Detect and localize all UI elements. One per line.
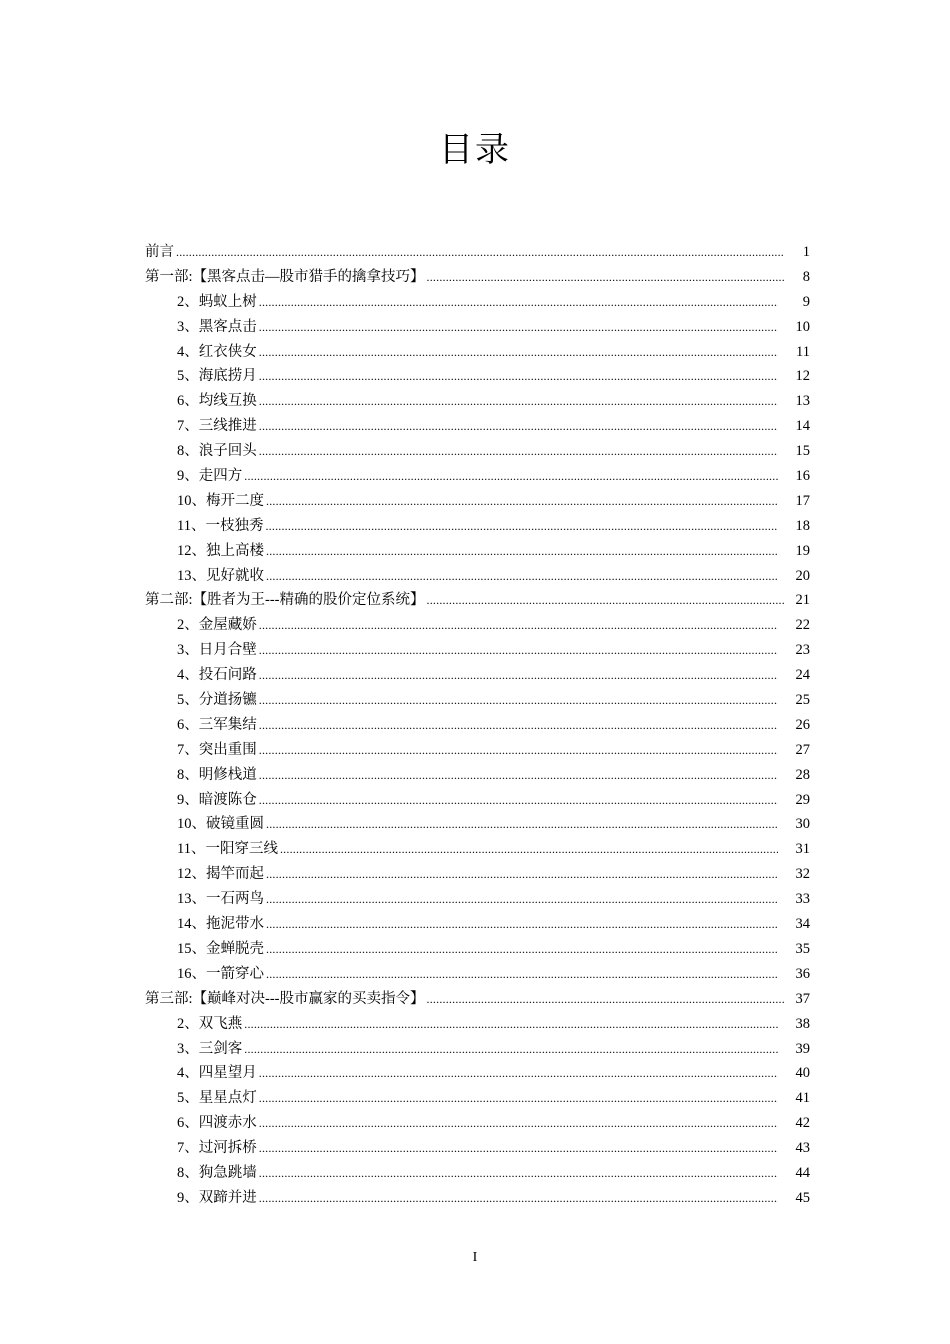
table-of-contents bbox=[145, 240, 810, 1211]
toc-entry-chapter[interactable] bbox=[145, 937, 810, 962]
toc-entry-page-number: 45 bbox=[795, 1189, 810, 1206]
toc-entry-chapter[interactable] bbox=[145, 1061, 810, 1086]
toc-entry-chapter[interactable] bbox=[145, 887, 810, 912]
toc-entry-chapter[interactable] bbox=[145, 1037, 810, 1062]
toc-entry-label: 第三部:【巅峰对决---股市赢家的买卖指令】 bbox=[145, 990, 425, 1007]
toc-entry-label: 11、一枝独秀 bbox=[177, 517, 264, 534]
toc-entry-chapter[interactable] bbox=[145, 564, 810, 589]
toc-entry-chapter[interactable] bbox=[145, 315, 810, 340]
toc-dot-leader bbox=[176, 240, 784, 265]
toc-entry-page-number: 21 bbox=[795, 592, 810, 609]
toc-entry-label: 12、独上高楼 bbox=[177, 542, 264, 559]
toc-entry-chapter[interactable] bbox=[145, 837, 810, 862]
toc-entry-chapter[interactable] bbox=[145, 763, 810, 788]
toc-entry-page-number: 33 bbox=[795, 891, 810, 908]
toc-entry-label: 2、蚂蚁上树 bbox=[177, 293, 257, 310]
toc-entry-page-number: 30 bbox=[795, 816, 810, 833]
toc-dot-leader bbox=[259, 1061, 778, 1086]
toc-dot-leader bbox=[259, 613, 778, 638]
toc-entry-label: 4、红衣侠女 bbox=[177, 343, 257, 360]
toc-entry-chapter[interactable] bbox=[145, 539, 810, 564]
toc-entry-chapter[interactable] bbox=[145, 1161, 810, 1186]
toc-entry-page-number: 26 bbox=[795, 716, 810, 733]
toc-dot-leader bbox=[244, 464, 778, 489]
toc-entry-label: 9、走四方 bbox=[177, 468, 243, 485]
toc-dot-leader bbox=[259, 638, 778, 663]
toc-entry-label: 10、破镜重圆 bbox=[177, 816, 264, 833]
toc-entry-label: 14、拖泥带水 bbox=[177, 916, 264, 933]
toc-entry-label: 2、双飞燕 bbox=[177, 1015, 243, 1032]
toc-entry-chapter[interactable] bbox=[145, 439, 810, 464]
toc-entry-page-number: 19 bbox=[795, 542, 810, 559]
toc-entry-label: 11、一阳穿三线 bbox=[177, 841, 278, 858]
toc-entry-page-number: 39 bbox=[795, 1040, 810, 1057]
toc-entry-page-number: 8 bbox=[802, 268, 810, 285]
toc-dot-leader bbox=[266, 539, 778, 564]
toc-entry-page-number: 42 bbox=[795, 1115, 810, 1132]
toc-entry-label: 6、均线互换 bbox=[177, 393, 257, 410]
toc-entry-label: 15、金蝉脱壳 bbox=[177, 940, 264, 957]
toc-entry-page-number: 27 bbox=[795, 741, 810, 758]
toc-entry-label: 9、双蹄并进 bbox=[177, 1189, 257, 1206]
toc-entry-page-number: 1 bbox=[802, 244, 810, 260]
toc-entry-part[interactable] bbox=[145, 588, 810, 613]
toc-entry-page-number: 22 bbox=[795, 617, 810, 634]
toc-dot-leader bbox=[259, 1111, 778, 1136]
toc-entry-label: 8、明修栈道 bbox=[177, 766, 257, 783]
toc-entry-chapter[interactable] bbox=[145, 489, 810, 514]
toc-entry-chapter[interactable] bbox=[145, 812, 810, 837]
toc-dot-leader bbox=[266, 937, 778, 962]
toc-entry-label: 3、黑客点击 bbox=[177, 318, 257, 335]
toc-entry-label: 8、浪子回头 bbox=[177, 443, 257, 460]
toc-dot-leader bbox=[259, 788, 778, 813]
toc-dot-leader bbox=[427, 265, 784, 290]
toc-entry-chapter[interactable] bbox=[145, 788, 810, 813]
toc-entry-chapter[interactable] bbox=[145, 364, 810, 389]
toc-entry-label: 7、三线推进 bbox=[177, 418, 257, 435]
toc-dot-leader bbox=[259, 688, 778, 713]
toc-dot-leader bbox=[259, 663, 778, 688]
toc-entry-page-number: 43 bbox=[795, 1140, 810, 1157]
toc-entry-label: 7、过河拆桥 bbox=[177, 1140, 257, 1157]
toc-dot-leader bbox=[244, 1037, 778, 1062]
toc-entry-page-number: 35 bbox=[795, 940, 810, 957]
toc-entry-label: 6、四渡赤水 bbox=[177, 1115, 257, 1132]
toc-entry-label: 第二部:【胜者为王---精确的股价定位系统】 bbox=[145, 592, 425, 609]
toc-entry-chapter[interactable] bbox=[145, 912, 810, 937]
toc-dot-leader bbox=[259, 315, 778, 340]
toc-entry-label: 10、梅开二度 bbox=[177, 492, 264, 509]
toc-entry-page-number: 14 bbox=[795, 418, 810, 435]
toc-entry-label: 第一部:【黑客点击—股市猎手的擒拿技巧】 bbox=[145, 268, 425, 285]
toc-dot-leader bbox=[259, 364, 778, 389]
toc-entry-chapter[interactable] bbox=[145, 1111, 810, 1136]
toc-entry-chapter[interactable] bbox=[145, 962, 810, 987]
toc-entry-label: 3、日月合壁 bbox=[177, 642, 257, 659]
toc-dot-leader bbox=[259, 1161, 778, 1186]
toc-entry-chapter[interactable] bbox=[145, 290, 810, 315]
toc-entry-label: 16、一箭穿心 bbox=[177, 965, 264, 982]
toc-entry-label: 5、海底捞月 bbox=[177, 368, 257, 385]
toc-dot-leader bbox=[259, 713, 778, 738]
toc-entry-chapter[interactable] bbox=[145, 688, 810, 713]
toc-entry-label: 13、一石两鸟 bbox=[177, 891, 264, 908]
toc-entry-chapter[interactable] bbox=[145, 663, 810, 688]
toc-entry-part[interactable] bbox=[145, 240, 810, 265]
toc-entry-page-number: 11 bbox=[796, 343, 810, 360]
toc-entry-page-number: 23 bbox=[795, 642, 810, 659]
toc-dot-leader bbox=[280, 837, 778, 862]
toc-entry-page-number: 38 bbox=[795, 1015, 810, 1032]
toc-entry-part[interactable] bbox=[145, 987, 810, 1012]
toc-dot-leader bbox=[259, 414, 778, 439]
toc-dot-leader bbox=[266, 862, 778, 887]
toc-entry-chapter[interactable] bbox=[145, 1012, 810, 1037]
toc-entry-page-number: 17 bbox=[795, 492, 810, 509]
toc-entry-label: 4、投石问路 bbox=[177, 667, 257, 684]
toc-entry-page-number: 20 bbox=[795, 567, 810, 584]
toc-entry-label: 4、四星望月 bbox=[177, 1065, 257, 1082]
toc-dot-leader bbox=[259, 340, 778, 365]
toc-entry-label: 7、突出重围 bbox=[177, 741, 257, 758]
page-title: 目录 bbox=[439, 130, 511, 170]
toc-entry-page-number: 18 bbox=[795, 517, 810, 534]
toc-entry-label: 5、分道扬镳 bbox=[177, 692, 257, 709]
toc-dot-leader bbox=[259, 738, 778, 763]
toc-entry-chapter[interactable] bbox=[145, 340, 810, 365]
toc-dot-leader bbox=[259, 1186, 778, 1211]
toc-entry-chapter[interactable] bbox=[145, 1186, 810, 1211]
toc-dot-leader bbox=[244, 1012, 778, 1037]
toc-entry-page-number: 29 bbox=[795, 791, 810, 808]
toc-entry-page-number: 9 bbox=[802, 293, 810, 310]
toc-dot-leader bbox=[266, 812, 778, 837]
toc-entry-label: 8、狗急跳墙 bbox=[177, 1164, 257, 1181]
toc-entry-page-number: 24 bbox=[795, 667, 810, 684]
toc-dot-leader bbox=[266, 912, 778, 937]
toc-entry-page-number: 40 bbox=[795, 1065, 810, 1082]
toc-dot-leader bbox=[266, 962, 778, 987]
toc-dot-leader bbox=[259, 1086, 778, 1111]
toc-entry-chapter[interactable] bbox=[145, 713, 810, 738]
toc-entry-page-number: 16 bbox=[795, 468, 810, 485]
toc-entry-chapter[interactable] bbox=[145, 414, 810, 439]
toc-entry-page-number: 36 bbox=[795, 965, 810, 982]
toc-entry-chapter[interactable] bbox=[145, 464, 810, 489]
toc-dot-leader bbox=[259, 389, 778, 414]
toc-entry-page-number: 13 bbox=[795, 393, 810, 410]
toc-entry-chapter[interactable] bbox=[145, 389, 810, 414]
toc-dot-leader bbox=[427, 987, 784, 1012]
toc-entry-page-number: 41 bbox=[795, 1090, 810, 1107]
page-number: I bbox=[472, 1250, 478, 1265]
toc-entry-chapter[interactable] bbox=[145, 514, 810, 539]
toc-dot-leader bbox=[427, 588, 784, 613]
toc-entry-page-number: 10 bbox=[795, 318, 810, 335]
toc-entry-chapter[interactable] bbox=[145, 738, 810, 763]
toc-entry-chapter[interactable] bbox=[145, 1136, 810, 1161]
toc-entry-page-number: 31 bbox=[795, 841, 810, 858]
toc-dot-leader bbox=[266, 489, 778, 514]
toc-entry-page-number: 15 bbox=[795, 443, 810, 460]
toc-entry-label: 3、三剑客 bbox=[177, 1040, 243, 1057]
toc-entry-chapter[interactable] bbox=[145, 1086, 810, 1111]
toc-entry-label: 5、星星点灯 bbox=[177, 1090, 257, 1107]
toc-entry-label: 12、揭竿而起 bbox=[177, 866, 264, 883]
toc-entry-chapter[interactable] bbox=[145, 613, 810, 638]
toc-dot-leader bbox=[265, 514, 778, 539]
toc-entry-chapter[interactable] bbox=[145, 638, 810, 663]
toc-entry-page-number: 34 bbox=[795, 916, 810, 933]
toc-entry-label: 9、暗渡陈仓 bbox=[177, 791, 257, 808]
toc-entry-page-number: 12 bbox=[795, 368, 810, 385]
toc-entry-label: 6、三军集结 bbox=[177, 716, 257, 733]
toc-entry-page-number: 37 bbox=[795, 990, 810, 1007]
toc-entry-label: 前言 bbox=[145, 244, 174, 260]
toc-entry-label: 13、见好就收 bbox=[177, 567, 264, 584]
toc-entry-page-number: 28 bbox=[795, 766, 810, 783]
toc-entry-label: 2、金屋藏娇 bbox=[177, 617, 257, 634]
toc-entry-page-number: 25 bbox=[795, 692, 810, 709]
toc-dot-leader bbox=[259, 763, 778, 788]
toc-entry-page-number: 44 bbox=[795, 1164, 810, 1181]
toc-dot-leader bbox=[266, 887, 778, 912]
toc-dot-leader bbox=[259, 290, 778, 315]
toc-entry-part[interactable] bbox=[145, 265, 810, 290]
toc-entry-page-number: 32 bbox=[795, 866, 810, 883]
toc-dot-leader bbox=[266, 564, 778, 589]
toc-entry-chapter[interactable] bbox=[145, 862, 810, 887]
toc-dot-leader bbox=[259, 1136, 778, 1161]
toc-dot-leader bbox=[259, 439, 778, 464]
